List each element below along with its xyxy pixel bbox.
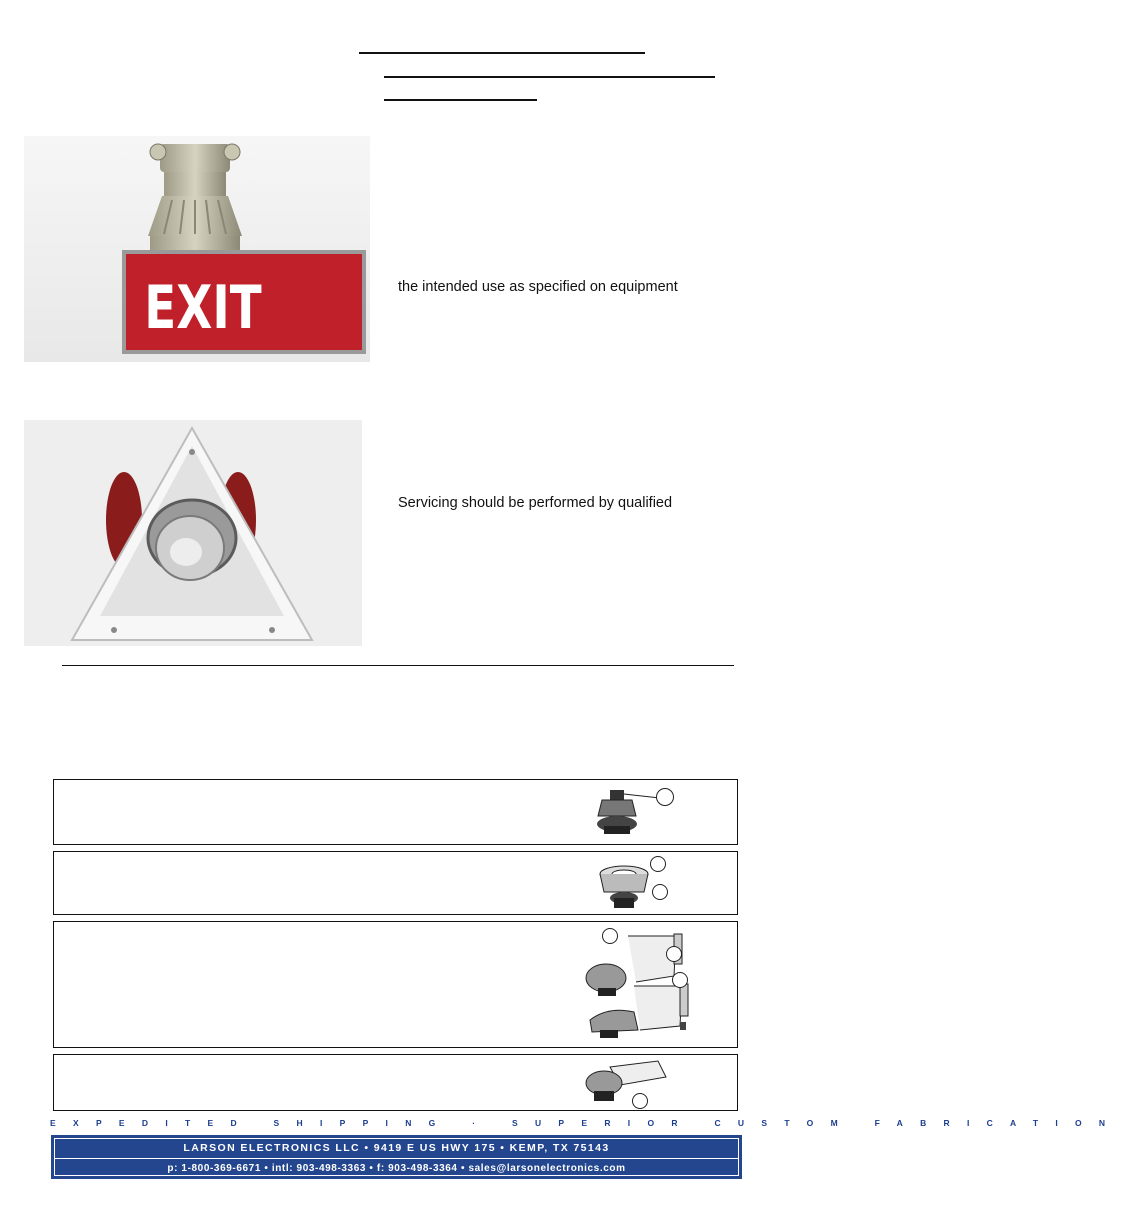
triangle-fixture-photo [24, 420, 362, 646]
mount-option-box-1 [53, 779, 738, 845]
mount-option-box-4 [53, 1054, 738, 1111]
heading-underline-1 [359, 52, 645, 54]
heading-underline-2 [384, 76, 715, 78]
footer-contact-line: p: 1-800-369-6671 • intl: 903-498-3363 • f: 903-498-3364 • sales@larsonelectronics.com [167, 1163, 626, 1174]
callout-circle [672, 972, 688, 988]
exit-sign-caption: the intended use as specified on equipment [398, 279, 678, 295]
triangle-fixture-caption: Servicing should be performed by qualified [398, 495, 673, 511]
tagline: EXPEDITED SHIPPING · SUPERIOR CUSTOM FABRICATION [50, 1118, 1122, 1128]
callout-circle [650, 856, 666, 872]
footer-company-line: LARSON ELECTRONICS LLC • 9419 E US HWY 175 • KEMP, TX 75143 [55, 1139, 738, 1159]
footer-banner [51, 1135, 742, 1179]
callout-circle [652, 884, 668, 900]
callout-circle [632, 1093, 648, 1109]
exit-sign-text: EXIT [144, 272, 262, 343]
exit-sign-photo [24, 136, 370, 362]
section-divider [62, 665, 734, 666]
mount-option-box-3 [53, 921, 738, 1048]
heading-underline-3 [384, 99, 537, 101]
mount-option-box-2 [53, 851, 738, 915]
callout-circle [666, 946, 682, 962]
callout-circle [602, 928, 618, 944]
stanchion-mount-icon [580, 1057, 680, 1109]
callout-circle [656, 788, 674, 806]
